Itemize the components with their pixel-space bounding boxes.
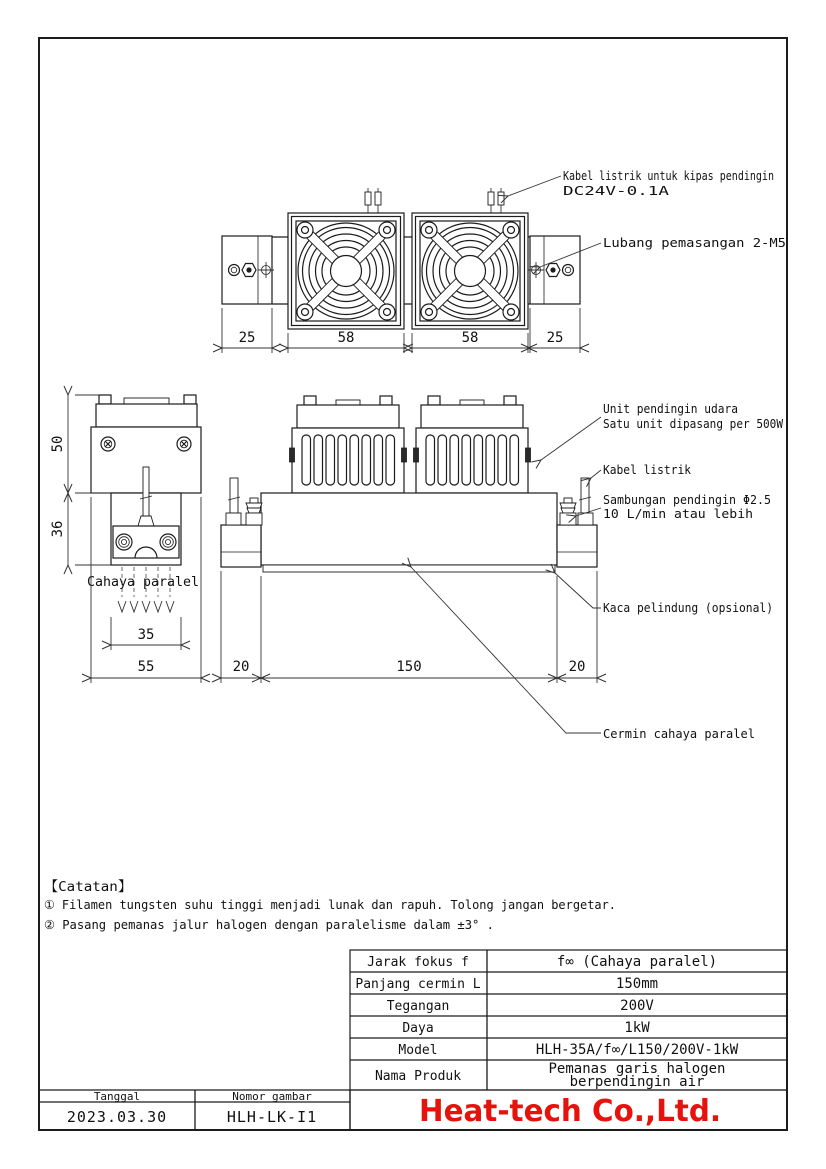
dim-25-left: 25 xyxy=(238,330,256,346)
cable-right xyxy=(578,478,593,525)
spec-label-product: Nama Produk xyxy=(374,1069,462,1084)
spec-label-mirror: Panjang cermin L xyxy=(355,977,481,992)
spec-value-voltage: 200V xyxy=(620,998,654,1014)
mounting-bracket-right xyxy=(528,236,580,304)
dim-35: 35 xyxy=(137,627,155,643)
spec-value-model: HLH-35A/f∞/L150/200V-1kW xyxy=(535,1042,739,1058)
dim-20-right: 20 xyxy=(568,659,586,675)
callout-parallel-mirror: Cermin cahaya paralel xyxy=(603,727,755,741)
side-view xyxy=(50,395,201,683)
callout-fan-cable-line2: DC24V-0.1A xyxy=(563,184,671,198)
callout-electric-cable: Kabel listrik xyxy=(603,463,692,477)
front-bracket-left xyxy=(221,525,261,567)
spec-label-focus: Jarak fokus f xyxy=(367,955,469,970)
company-logo: Heat-tech Co.,Ltd. xyxy=(419,1094,721,1129)
note-item-1: ① Filamen tungsten suhu tinggi menjadi lunak dan rapuh. Tolong jangan bergetar. xyxy=(44,897,616,912)
note-item-2: ② Pasang pemanas jalur halogen dengan paralelisme dalam ±3° . xyxy=(44,917,494,932)
coolant-nipple-right xyxy=(560,498,576,525)
dim-58-left: 58 xyxy=(337,330,355,346)
company-logo-box xyxy=(350,1090,787,1130)
dim-25-right: 25 xyxy=(546,330,564,346)
dim-150: 150 xyxy=(396,659,422,675)
dim-50: 50 xyxy=(50,435,66,453)
notes-title: 【Catatan】 xyxy=(44,879,132,895)
cooling-unit-left xyxy=(290,396,407,493)
lamp-stem xyxy=(143,467,149,516)
fan-grille-right xyxy=(412,213,528,329)
spec-value-mirror: 150mm xyxy=(615,976,659,992)
dim-20-left: 20 xyxy=(232,659,250,675)
cable-left xyxy=(226,478,241,525)
spec-value-power: 1kW xyxy=(624,1020,650,1036)
spec-label-voltage: Tegangan xyxy=(386,999,450,1014)
callout-fan-cable-line1: Kabel listrik untuk kipas pendingin xyxy=(563,169,774,183)
heater-body xyxy=(261,493,557,565)
dim-36: 36 xyxy=(50,520,66,538)
front-bracket-right xyxy=(557,525,597,567)
fan-grille-left xyxy=(288,213,404,329)
callout-cooling-unit-line1: Unit pendingin udara xyxy=(603,402,738,416)
protective-glass-plate xyxy=(263,565,555,572)
title-block-date-value: 2023.03.30 xyxy=(66,1108,168,1126)
callout-cooling-unit-line2: Satu unit dipasang per 500W xyxy=(603,417,784,431)
front-view-dimensions xyxy=(221,571,597,683)
callout-protective-glass: Kaca pelindung (opsional) xyxy=(603,601,773,615)
dim-58-right: 58 xyxy=(461,330,479,346)
front-view xyxy=(221,396,597,683)
cooling-unit-right xyxy=(414,396,531,493)
spec-value-focus: f∞ (Cahaya paralel) xyxy=(556,954,718,970)
mounting-bracket-left xyxy=(222,236,274,304)
spec-value-product-line1: Pemanas garis halogen xyxy=(548,1061,726,1077)
dim-55: 55 xyxy=(137,659,155,675)
title-block xyxy=(40,1090,350,1130)
title-block-number-label: Nomor gambar xyxy=(232,1090,312,1103)
spec-table xyxy=(350,950,787,1090)
spec-label-power: Daya xyxy=(402,1021,434,1036)
coolant-nipple-left xyxy=(246,498,262,525)
title-block-date-label: Tanggal xyxy=(93,1090,141,1103)
fan-wires xyxy=(365,188,504,213)
spec-label-model: Model xyxy=(398,1043,438,1058)
title-block-number-value: HLH-LK-I1 xyxy=(226,1108,318,1126)
label-parallel-light: Cahaya paralel xyxy=(87,575,199,590)
callout-coolant-line2: 10 L/min atau lebih xyxy=(603,507,753,521)
top-view xyxy=(222,188,580,353)
callout-coolant-line1: Sambungan pendingin Φ2.5 xyxy=(603,493,771,507)
spec-value-product-line2: berpendingin air xyxy=(569,1074,705,1090)
callout-mounting-hole: Lubang pemasangan 2-M5 xyxy=(603,236,786,250)
notes xyxy=(44,879,616,932)
